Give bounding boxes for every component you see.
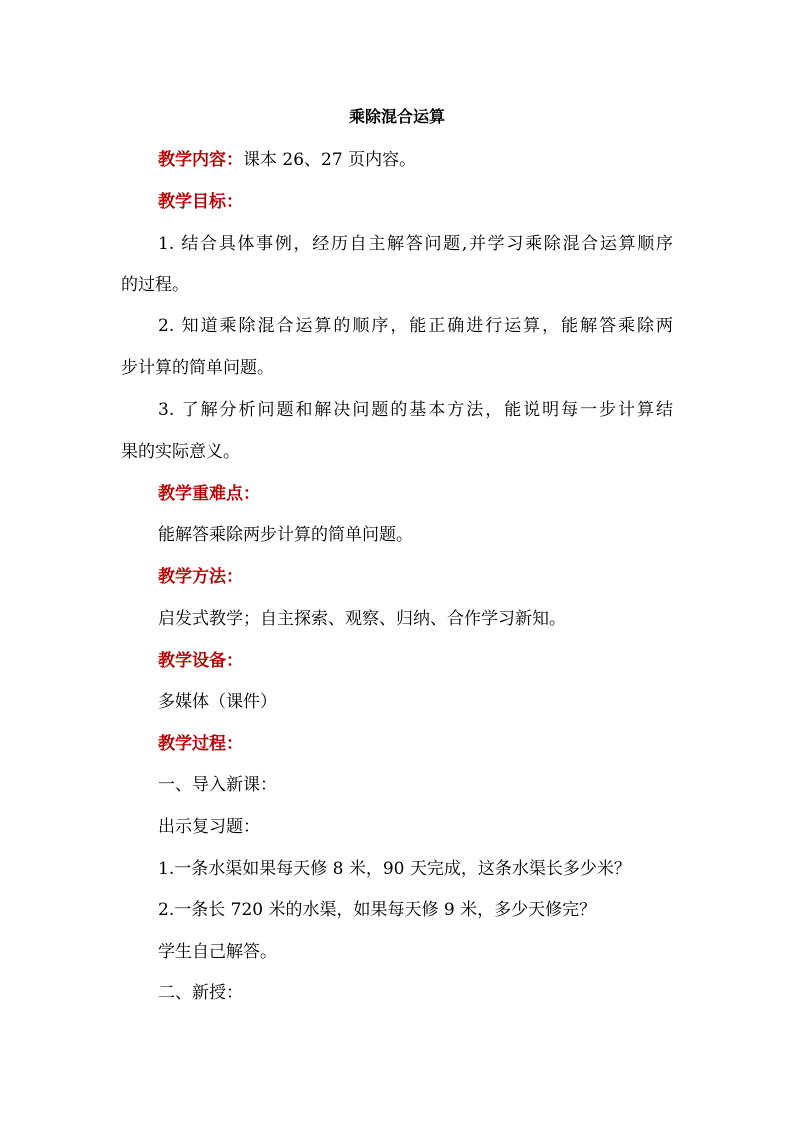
methods-label: 教学方法： <box>158 567 243 587</box>
equipment-label: 教学设备： <box>158 651 243 671</box>
section-1-heading: 一、导入新课： <box>158 775 277 795</box>
page-title: 乘除混合运算 <box>348 107 445 126</box>
objectives-label: 教学目标： <box>158 192 243 212</box>
review-intro: 出示复习题： <box>158 817 260 837</box>
content-label: 教学内容： <box>158 150 243 170</box>
objective-2-line-1: 2. 知道乘除混合运算的顺序，能正确进行运算，能解答乘除两 <box>158 316 673 336</box>
process-label: 教学过程： <box>158 734 243 754</box>
objective-2-line-2: 步计算的简单问题。 <box>121 358 274 378</box>
student-answer: 学生自己解答。 <box>158 942 277 962</box>
content-paragraph <box>158 148 416 172</box>
key-points-label: 教学重难点： <box>158 484 260 504</box>
objective-3-line-2: 果的实际意义。 <box>121 442 240 462</box>
key-points-text: 能解答乘除两步计算的简单问题。 <box>158 525 413 545</box>
objective-3-line-1: 3. 了解分析问题和解决问题的基本方法，能说明每一步计算结 <box>158 400 673 420</box>
equipment-text: 多媒体（课件） <box>158 692 277 712</box>
methods-text: 启发式教学；自主探索、观察、归纳、合作学习新知。 <box>158 609 566 629</box>
objective-1-line-2: 的过程。 <box>121 275 189 295</box>
question-1: 1.一条水渠如果每天修 8 米，90 天完成，这条水渠长多少米？ <box>158 859 631 879</box>
content-text: 课本 26、27 页内容。 <box>243 150 417 170</box>
question-2: 2.一条长 720 米的水渠，如果每天修 9 米，多少天修完？ <box>158 900 597 920</box>
section-2-heading: 二、新授： <box>158 983 243 1003</box>
objective-1-line-1: 1. 结合具体事例，经历自主解答问题,并学习乘除混合运算顺序 <box>158 234 673 254</box>
